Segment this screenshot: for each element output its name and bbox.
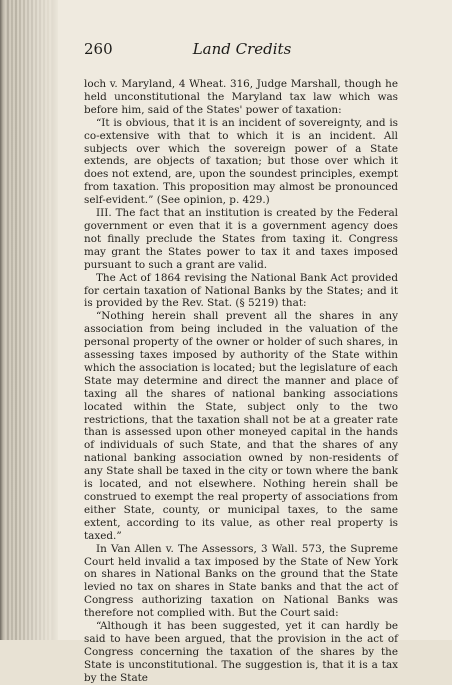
paragraph: loch v. Maryland, 4 Wheat. 316, Judge Marshall, though he held unconstitutional the Maryland tax law which was before him, said of the States' power of taxation: [84, 78, 398, 116]
paragraph: In Van Allen v. The Assessors, 3 Wall. 573, the Supreme Court held invalid a tax imposed by the State of New York on shares in National Banks on the ground that the State levied no tax on shares in State banks and that the act of Congress authorizing taxation on National Banks was therefore not complied with. But the Court said: [84, 542, 398, 620]
paragraph: “Nothing herein shall prevent all the shares in any association from being included in the valuation of the personal property of the owner or holder of such shares, in assessing taxes imposed by authority of the State within which the association is located; but the legislature of each State may determine and direct the manner and place of taxing all the shares of national banking associations located within the State, subject only to the two restrictions, that the taxation shall not be at a greater rate than is assessed upon other moneyed capital in the hands of individuals of such State, and that the shares of any national banking association owned by non-residents of any State shall be taxed in the city or town where the bank is located, and not elsewhere. Nothing herein shall be construed to exempt the real property of associations from either State, county, or municipal taxes, to the same extent, according to its value, as other real property is taxed.” [84, 310, 398, 542]
paragraph: III. The fact that an institution is created by the Federal government or even that it is a government agency does not finally preclude the States from taxing it. Congress may grant the States power to tax it and taxes imposed pursuant to such a grant are valid. [84, 207, 398, 271]
running-head [84, 40, 400, 60]
paragraph: “Although it has been suggested, yet it can hardly be said to have been argued, that the provision in the act of Congress concerning the taxation of the shares by the State is unconstitutional. The suggestion is, that it is a tax by the State [84, 620, 398, 684]
book-page-edges [0, 0, 59, 640]
page-number: 260 [84, 40, 113, 58]
running-title: Land Credits [192, 40, 292, 58]
paragraph: The Act of 1864 revising the National Bank Act provided for certain taxation of National Banks by the States; and it is provided by the Rev. Stat. (§ 5219) that: [84, 271, 398, 310]
body-text [84, 78, 398, 685]
paragraph: “It is obvious, that it is an incident of sovereignty, and is co-extensive with that to which it is an incident. All subjects over which the sovereign power of a State extends, are objects of taxation; but those over which it does not extend, are, upon the soundest principles, exempt from taxation. This proposition may almost be pronounced self-evident.” (See opinion, p. 429.) [84, 116, 398, 207]
